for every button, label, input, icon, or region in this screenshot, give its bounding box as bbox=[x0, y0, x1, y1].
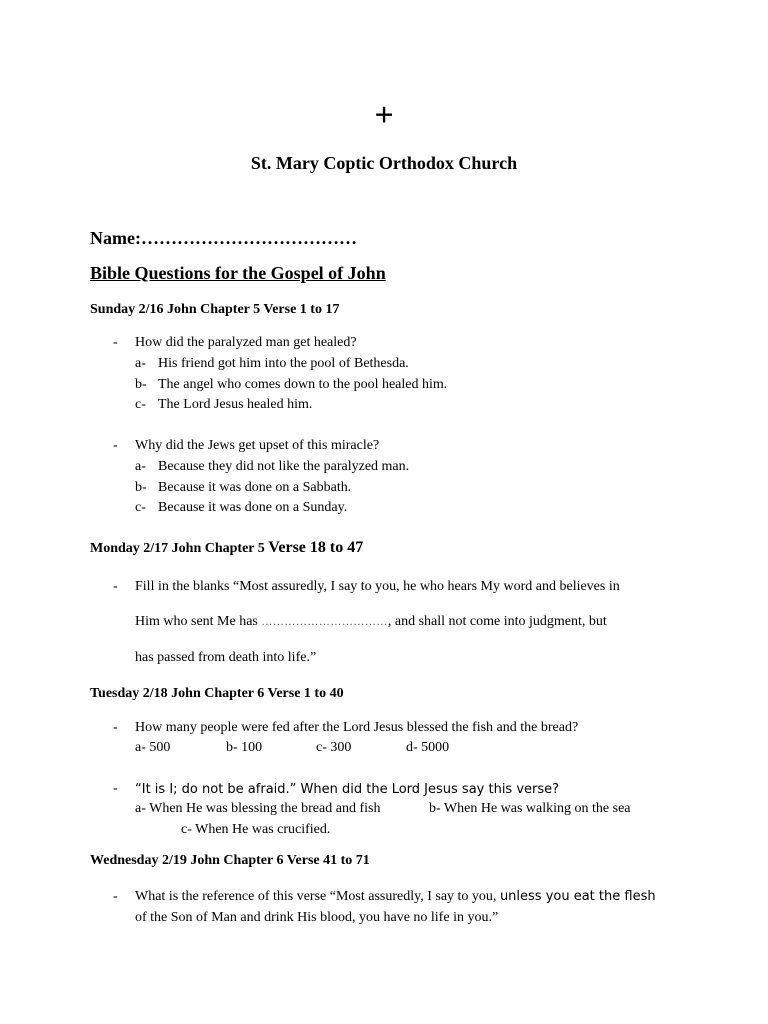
sunday-heading: Sunday 2/16 John Chapter 5 Verse 1 to 17 bbox=[90, 302, 340, 317]
monday-fill-line-1: Fill in the blanks “Most assuredly, I say to you, he who hears My word and believes in bbox=[135, 579, 620, 594]
option-text: His friend got him into the pool of Bethesda. bbox=[158, 356, 409, 371]
option-text: c- When He was crucified. bbox=[181, 822, 331, 837]
bullet-dash: - bbox=[113, 720, 118, 735]
bullet-dash: - bbox=[113, 579, 118, 594]
tuesday-question-1: How many people were fed after the Lord Jesus blessed the fish and the bread? bbox=[135, 720, 579, 735]
bullet-dash: - bbox=[113, 781, 118, 796]
option-text: Because it was done on a Sabbath. bbox=[158, 480, 352, 495]
option-text: The angel who comes down to the pool healed him. bbox=[158, 377, 448, 392]
document-title: Bible Questions for the Gospel of John bbox=[90, 263, 386, 283]
line-text: , and shall not come into judgment, but bbox=[387, 614, 607, 629]
line-text: Him who sent Me has bbox=[135, 614, 262, 629]
monday-heading bbox=[90, 539, 363, 557]
option-letter: b- bbox=[135, 480, 147, 495]
bullet-dash: - bbox=[113, 889, 118, 904]
option-text: The Lord Jesus healed him. bbox=[158, 397, 313, 412]
cross-symbol: + bbox=[374, 97, 394, 134]
option-text: a- When He was blessing the bread and fish bbox=[135, 801, 381, 816]
option-text: b- 100 bbox=[226, 740, 263, 755]
bullet-dash: - bbox=[113, 438, 118, 453]
sunday-question-1: How did the paralyzed man get healed? bbox=[135, 335, 357, 350]
line-text: unless you eat the flesh bbox=[499, 889, 656, 904]
sunday-question-2: Why did the Jews get upset of this miracle? bbox=[135, 438, 380, 453]
tuesday-question-2: “It is I; do not be afraid.” When did the Lord Jesus say this verse? bbox=[135, 782, 560, 797]
name-field-label: Name:……………………………… bbox=[90, 228, 357, 248]
option-text: b- When He was walking on the sea bbox=[429, 801, 631, 816]
option-text: Because they did not like the paralyzed man. bbox=[158, 459, 410, 474]
church-name: St. Mary Coptic Orthodox Church bbox=[250, 153, 518, 173]
monday-heading-part: Monday 2/17 John Chapter 5 bbox=[90, 541, 269, 556]
monday-fill-line-2 bbox=[135, 614, 607, 630]
wednesday-question-line-2: of the Son of Man and drink His blood, you have no life in you.” bbox=[135, 910, 499, 925]
wednesday-question-line-1 bbox=[135, 889, 656, 905]
fill-blank: …………………………… bbox=[261, 616, 388, 628]
line-text: What is the reference of this verse “Most assuredly, I say to you, bbox=[135, 889, 500, 904]
option-letter: c- bbox=[135, 500, 146, 515]
bullet-dash: - bbox=[113, 335, 118, 350]
option-text: c- 300 bbox=[316, 740, 352, 755]
wednesday-heading: Wednesday 2/19 John Chapter 6 Verse 41 to 71 bbox=[90, 853, 370, 868]
monday-heading-verse: Verse 18 to 47 bbox=[268, 539, 364, 556]
option-text: Because it was done on a Sunday. bbox=[158, 500, 348, 515]
option-letter: c- bbox=[135, 397, 146, 412]
option-text: d- 5000 bbox=[406, 740, 450, 755]
option-text: a- 500 bbox=[135, 740, 171, 755]
option-letter: b- bbox=[135, 377, 147, 392]
tuesday-heading: Tuesday 2/18 John Chapter 6 Verse 1 to 40 bbox=[90, 686, 344, 701]
option-letter: a- bbox=[135, 459, 146, 474]
option-letter: a- bbox=[135, 356, 146, 371]
monday-fill-line-3: has passed from death into life.” bbox=[135, 650, 317, 665]
